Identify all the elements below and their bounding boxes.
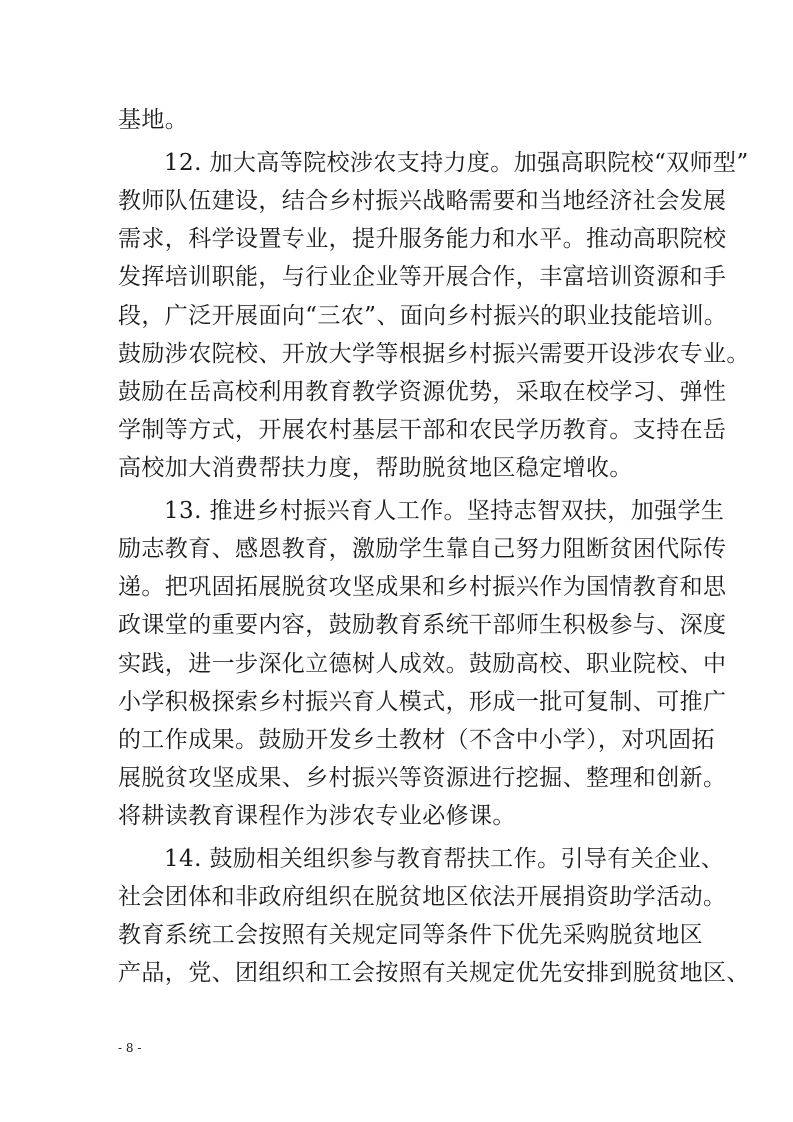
text-line: 的工作成果。鼓励开发乡土教材（不含中小学），对巩固拓 bbox=[118, 727, 715, 753]
text-line: 社会团体和非政府组织在脱贫地区依法开展捐资助学活动。 bbox=[118, 884, 727, 910]
text-line: 小学积极探索乡村振兴育人模式，形成一批可复制、可推广 bbox=[118, 689, 727, 715]
paragraph-14-heading-line: 14. 鼓励相关组织参与教育帮扶工作。引导有关企业、 bbox=[164, 846, 725, 872]
text-line: 教师队伍建设，结合乡村振兴战略需要和当地经济社会发展 bbox=[118, 188, 727, 214]
text-line: 将耕读教育课程作为涉农专业必修课。 bbox=[118, 803, 516, 829]
text-line: 实践，进一步深化立德树人成效。鼓励高校、职业院校、中 bbox=[118, 651, 727, 677]
paragraph-12-heading-line: 12. 加大高等院校涉农支持力度。加强高职院校“双师型” bbox=[164, 150, 749, 176]
text-line: 基地。 bbox=[118, 107, 189, 133]
text-line: 产品，党、团组织和工会按照有关规定优先安排到脱贫地区、 bbox=[118, 960, 750, 986]
text-line: 教育系统工会按照有关规定同等条件下优先采购脱贫地区 bbox=[118, 922, 703, 948]
text-line: 需求，科学设置专业，提升服务能力和水平。推动高职院校 bbox=[118, 226, 727, 252]
page-number: - 8 - bbox=[118, 1041, 142, 1055]
paragraph-13-heading-line: 13. 推进乡村振兴育人工作。坚持志智双扶，加强学生 bbox=[164, 498, 725, 524]
text-line: 递。把巩固拓展脱贫攻坚成果和乡村振兴作为国情教育和思 bbox=[118, 574, 727, 600]
text-line: 鼓励涉农院校、开放大学等根据乡村振兴需要开设涉农专业。 bbox=[118, 341, 750, 367]
text-line: 政课堂的重要内容，鼓励教育系统干部师生积极参与、深度 bbox=[118, 612, 727, 638]
text-line: 展脱贫攻坚成果、乡村振兴等资源进行挖掘、整理和创新。 bbox=[118, 765, 727, 791]
text-line: 学制等方式，开展农村基层干部和农民学历教育。支持在岳 bbox=[118, 417, 727, 443]
text-line: 发挥培训职能，与行业企业等开展合作，丰富培训资源和手 bbox=[118, 264, 727, 290]
text-line: 段，广泛开展面向“三农”、面向乡村振兴的职业技能培训。 bbox=[118, 303, 728, 329]
text-line: 励志教育、感恩教育，激励学生靠自己努力阻断贫困代际传 bbox=[118, 536, 727, 562]
text-line: 鼓励在岳高校利用教育教学资源优势，采取在校学习、弹性 bbox=[118, 379, 727, 405]
text-line: 高校加大消费帮扶力度，帮助脱贫地区稳定增收。 bbox=[118, 455, 633, 481]
